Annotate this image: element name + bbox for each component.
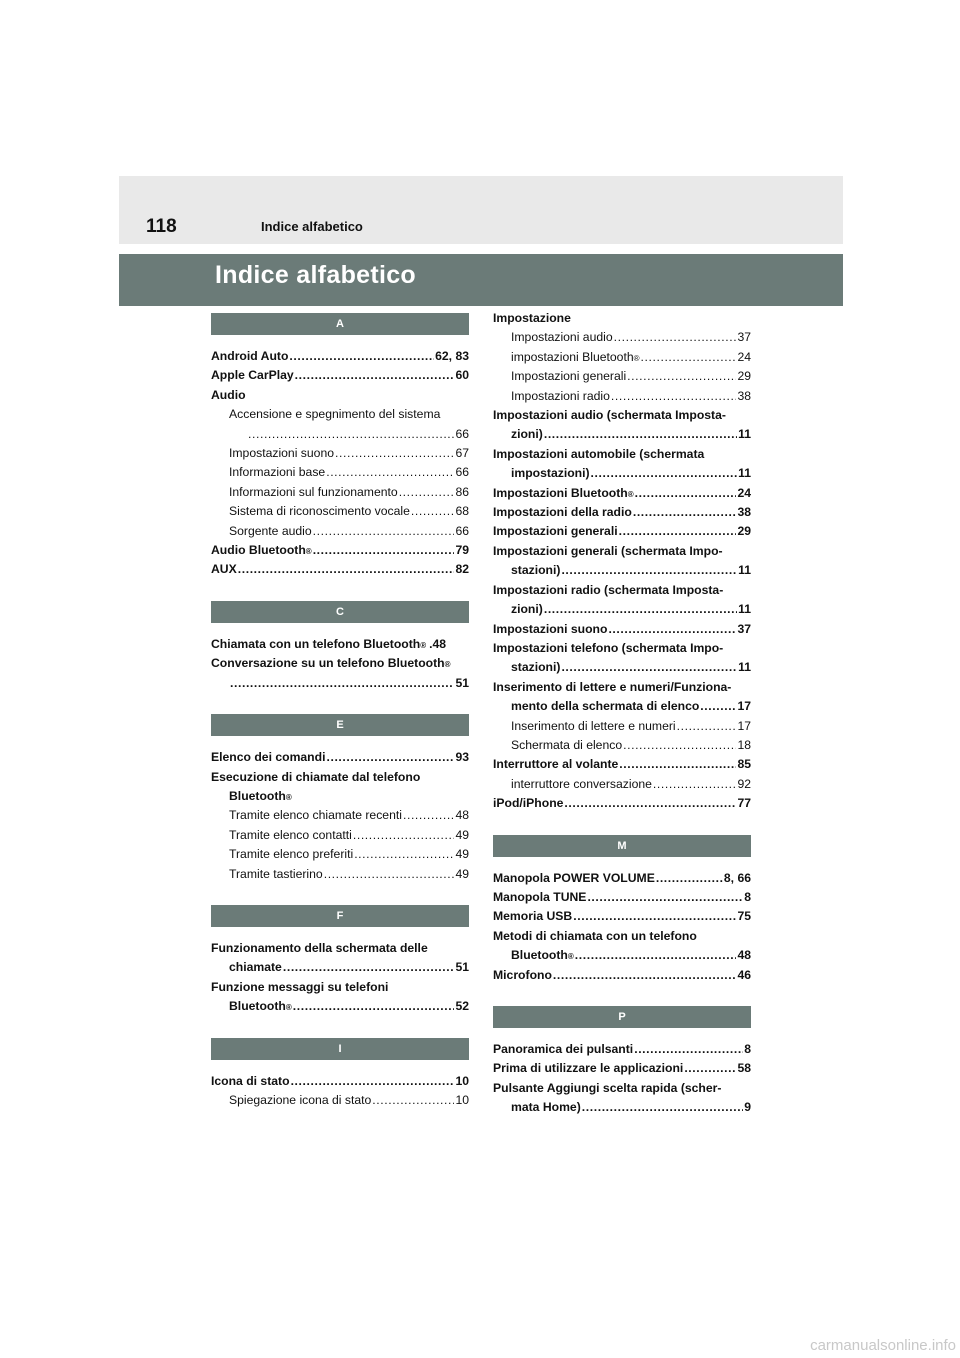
page-number: 118 xyxy=(146,216,177,237)
section-header-f: F xyxy=(211,905,469,927)
index-entry[interactable]: Manopola POWER VOLUME ..... 8, 66 xyxy=(493,869,751,888)
index-entry-continuation[interactable]: stazioni) ..... 11 xyxy=(493,561,751,580)
index-subentry[interactable]: Sistema di riconoscimento vocale ..... 68 xyxy=(211,502,469,521)
index-entry[interactable]: iPod/iPhone ..... 77 xyxy=(493,794,751,813)
index-subentry[interactable]: Tramite elenco preferiti ..... 49 xyxy=(211,845,469,864)
index-entry: Conversazione su un telefono Bluetooth ® xyxy=(211,656,451,671)
index-subentry[interactable]: Spiegazione icona di stato ..... 10 xyxy=(211,1091,469,1110)
index-entry[interactable]: Impostazioni Bluetooth ® ..... 24 xyxy=(493,484,751,503)
index-entry[interactable]: Chiamata con un telefono Bluetooth ® .48 xyxy=(211,636,447,651)
index-entry: Impostazioni radio (schermata Imposta- xyxy=(493,582,724,597)
section-header-c: C xyxy=(211,601,469,623)
index-subentry[interactable]: Sorgente audio ..... 66 xyxy=(211,522,469,541)
section-header-a: A xyxy=(211,313,469,335)
index-entry[interactable]: Interruttore al volante ..... 85 xyxy=(493,755,751,774)
index-entry[interactable]: Impostazioni della radio ..... 38 xyxy=(493,503,751,522)
index-entry: Esecuzione di chiamate dal telefono xyxy=(211,769,421,784)
index-entry-continuation[interactable]: stazioni) ..... 11 xyxy=(493,658,751,677)
index-column-right xyxy=(493,309,751,1118)
index-subentry[interactable]: Tramite elenco contatti ..... 49 xyxy=(211,826,469,845)
index-subentry[interactable]: ..... 66 xyxy=(211,425,469,444)
header-band xyxy=(119,176,843,244)
index-entry-continuation[interactable]: mata Home) ..... 9 xyxy=(493,1098,751,1117)
index-entry: Funzionamento della schermata delle xyxy=(211,940,428,955)
index-entry: Impostazioni automobile (schermata xyxy=(493,446,705,461)
index-entry-continuation[interactable]: zioni) ..... 11 xyxy=(493,425,751,444)
index-entry-continuation: Bluetooth ® xyxy=(229,788,292,803)
index-entry[interactable]: Audio Bluetooth ® ..... 79 xyxy=(211,541,469,560)
page-title: Indice alfabetico xyxy=(215,261,416,289)
index-entry[interactable]: Impostazioni generali ..... 29 xyxy=(493,522,751,541)
index-entry[interactable]: Icona di stato ..... 10 xyxy=(211,1072,469,1091)
section-header-m: M xyxy=(493,835,751,857)
index-subentry[interactable]: Tramite tastierino ..... 49 xyxy=(211,865,469,884)
index-entry[interactable]: Android Auto ..... 62, 83 xyxy=(211,347,469,366)
index-subentry[interactable]: Informazioni base ..... 66 xyxy=(211,463,469,482)
index-entry-continuation[interactable]: mento della schermata di elenco ..... 17 xyxy=(493,697,751,716)
index-entry: Pulsante Aggiungi scelta rapida (scher- xyxy=(493,1080,722,1095)
index-entry[interactable]: AUX ..... 82 xyxy=(211,560,469,579)
section-header-p: P xyxy=(493,1006,751,1028)
index-column-left xyxy=(211,313,469,1110)
index-subentry[interactable]: interruttore conversazione ..... 92 xyxy=(493,775,751,794)
index-entry[interactable]: Microfono ..... 46 xyxy=(493,966,751,985)
index-subentry[interactable]: Schermata di elenco ..... 18 xyxy=(493,736,751,755)
index-subentry[interactable]: Impostazioni radio ..... 38 xyxy=(493,387,751,406)
index-entry[interactable]: Panoramica dei pulsanti ..... 8 xyxy=(493,1040,751,1059)
index-entry: Inserimento di lettere e numeri/Funziona- xyxy=(493,679,732,694)
index-entry: Impostazioni telefono (schermata Impo- xyxy=(493,640,724,655)
index-subentry[interactable]: Inserimento di lettere e numeri ..... 17 xyxy=(493,717,751,736)
index-entry-continuation[interactable]: chiamate ..... 51 xyxy=(211,958,469,977)
index-entry-continuation[interactable]: ..... 51 xyxy=(211,674,469,693)
index-subentry[interactable]: Tramite elenco chiamate recenti ..... 48 xyxy=(211,806,469,825)
index-entry-continuation[interactable]: zioni) ..... 11 xyxy=(493,600,751,619)
index-entry-continuation[interactable]: Bluetooth ® ..... 52 xyxy=(211,997,469,1016)
index-entry[interactable]: Memoria USB ..... 75 xyxy=(493,907,751,926)
index-entry: Audio xyxy=(211,387,246,402)
index-entry: Impostazione xyxy=(493,311,571,325)
index-subentry[interactable]: Impostazioni suono ..... 67 xyxy=(211,444,469,463)
index-entry-continuation[interactable]: Bluetooth ® ..... 48 xyxy=(493,946,751,965)
index-subentry[interactable]: Informazioni sul funzionamento ..... 86 xyxy=(211,483,469,502)
index-entry[interactable]: Prima di utilizzare le applicazioni ..... 58 xyxy=(493,1059,751,1078)
index-subentry: Accensione e spegnimento del sistema xyxy=(229,407,441,422)
running-title: Indice alfabetico xyxy=(261,219,363,234)
index-entry: Impostazioni generali (schermata Impo- xyxy=(493,543,723,558)
index-subentry[interactable]: impostazioni Bluetooth ® ..... 24 xyxy=(493,348,751,367)
index-entry[interactable]: Impostazioni suono ..... 37 xyxy=(493,620,751,639)
index-entry: Metodi di chiamata con un telefono xyxy=(493,928,697,943)
index-entry: Funzione messaggi su telefoni xyxy=(211,979,389,994)
index-entry[interactable]: Elenco dei comandi ..... 93 xyxy=(211,748,469,767)
index-subentry[interactable]: Impostazioni generali ..... 29 xyxy=(493,367,751,386)
section-header-e: E xyxy=(211,714,469,736)
watermark: carmanualsonline.info xyxy=(810,1337,956,1354)
index-entry[interactable]: Manopola TUNE ..... 8 xyxy=(493,888,751,907)
index-entry: Impostazioni audio (schermata Imposta- xyxy=(493,408,726,423)
section-header-i: I xyxy=(211,1038,469,1060)
index-entry-continuation[interactable]: impostazioni) ..... 11 xyxy=(493,464,751,483)
title-band xyxy=(119,254,843,306)
index-subentry[interactable]: Impostazioni audio ..... 37 xyxy=(493,328,751,347)
index-entry[interactable]: Apple CarPlay ..... 60 xyxy=(211,366,469,385)
